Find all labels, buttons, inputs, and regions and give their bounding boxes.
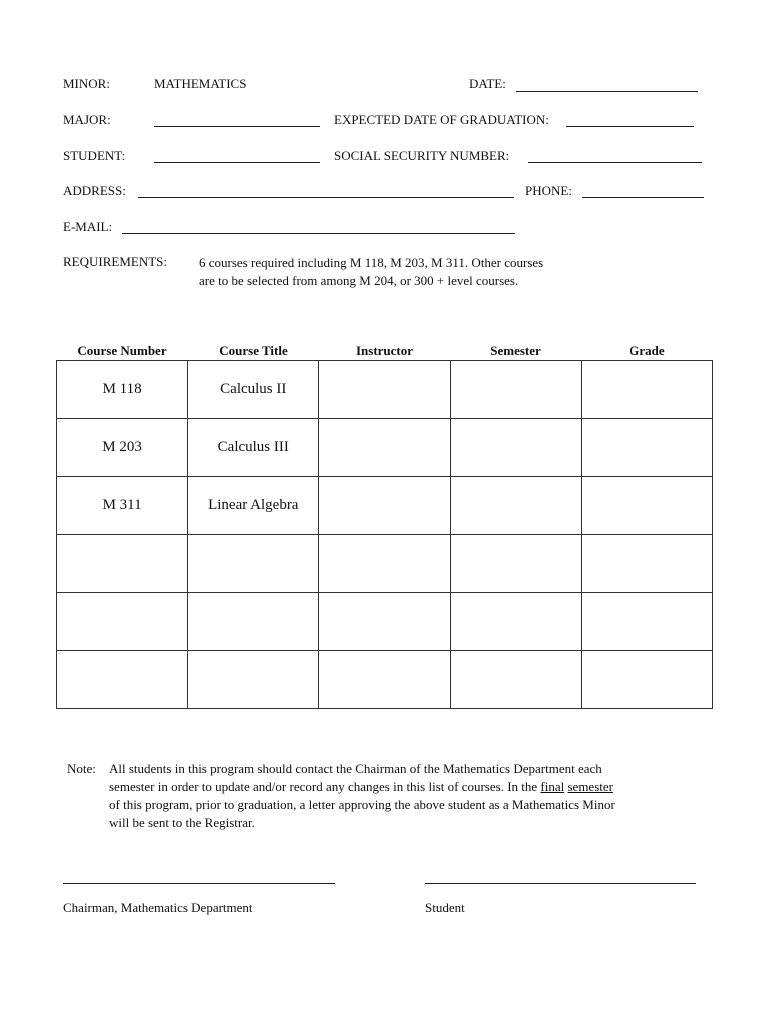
requirements-text <box>199 254 543 290</box>
major-label: MAJOR: <box>63 112 111 127</box>
requirements-line-1: 6 courses required including M 118, M 203, M 311. Other courses <box>199 255 544 270</box>
date-field[interactable] <box>516 91 698 92</box>
phone-field[interactable] <box>582 197 704 198</box>
table-row <box>57 419 713 477</box>
note-body <box>109 760 615 832</box>
table-row <box>57 593 713 651</box>
note-final-word: final <box>540 779 565 794</box>
note-label: Note: <box>67 761 96 776</box>
chairman-signature-line[interactable] <box>63 883 335 884</box>
semester-cell[interactable] <box>450 477 581 535</box>
note-line-1: All students in this program should contact the Chairman of the Mathematics Department each <box>109 761 602 776</box>
note-line-3: of this program, prior to graduation, a letter approving the above student as a Mathematics Minor <box>109 797 615 812</box>
grade-cell[interactable] <box>581 361 712 419</box>
course-title-cell: Calculus II <box>188 361 319 419</box>
course-title-cell: Calculus III <box>188 419 319 477</box>
instructor-cell[interactable] <box>319 419 450 477</box>
header-instructor: Instructor <box>355 343 414 358</box>
instructor-cell[interactable] <box>319 651 450 709</box>
note-semester-word: semester <box>567 779 613 794</box>
table-row <box>57 535 713 593</box>
email-label: E-MAIL: <box>63 219 113 234</box>
minor-value: MATHEMATICS <box>154 76 247 91</box>
requirements-line-2: are to be selected from among M 204, or 300 + level courses. <box>199 273 519 288</box>
note-line-2-text: semester in order to update and/or record any changes in this list of courses. In the <box>109 779 541 794</box>
student-label: STUDENT: <box>63 148 126 163</box>
course-title-cell: Linear Algebra <box>188 477 319 535</box>
header-course-number: Course Number <box>77 343 167 358</box>
date-label: DATE: <box>469 76 506 91</box>
instructor-cell[interactable] <box>319 593 450 651</box>
course-number-cell[interactable] <box>57 535 188 593</box>
chairman-signature-label: Chairman, Mathematics Department <box>63 900 253 915</box>
course-number-cell: M 311 <box>57 477 188 535</box>
student-signature-line[interactable] <box>425 883 696 884</box>
expected-graduation-field[interactable] <box>566 126 694 127</box>
address-field[interactable] <box>138 197 514 198</box>
phone-label: PHONE: <box>525 183 572 198</box>
course-number-cell: M 203 <box>57 419 188 477</box>
table-row <box>57 361 713 419</box>
header-semester: Semester <box>490 343 541 358</box>
grade-cell[interactable] <box>581 651 712 709</box>
table-row <box>57 477 713 535</box>
semester-cell[interactable] <box>450 535 581 593</box>
note-line-4: will be sent to the Registrar. <box>109 815 255 830</box>
ssn-field[interactable] <box>528 162 702 163</box>
course-number-cell[interactable] <box>57 593 188 651</box>
minor-label: MINOR: <box>63 76 110 91</box>
course-number-cell[interactable] <box>57 651 188 709</box>
course-title-cell[interactable] <box>188 651 319 709</box>
ssn-label: SOCIAL SECURITY NUMBER: <box>334 148 510 163</box>
major-field[interactable] <box>154 126 320 127</box>
semester-cell[interactable] <box>450 651 581 709</box>
grade-cell[interactable] <box>581 535 712 593</box>
courses-table <box>56 360 713 709</box>
instructor-cell[interactable] <box>319 477 450 535</box>
grade-cell[interactable] <box>581 477 712 535</box>
header-grade: Grade <box>629 343 665 358</box>
student-signature-label: Student <box>425 900 465 915</box>
instructor-cell[interactable] <box>319 361 450 419</box>
email-field[interactable] <box>122 233 515 234</box>
note-line-2 <box>109 778 615 796</box>
grade-cell[interactable] <box>581 593 712 651</box>
table-row <box>57 651 713 709</box>
semester-cell[interactable] <box>450 419 581 477</box>
student-field[interactable] <box>154 162 320 163</box>
header-course-title: Course Title <box>219 343 288 358</box>
instructor-cell[interactable] <box>319 535 450 593</box>
semester-cell[interactable] <box>450 361 581 419</box>
course-title-cell[interactable] <box>188 593 319 651</box>
grade-cell[interactable] <box>581 419 712 477</box>
course-number-cell: M 118 <box>57 361 188 419</box>
address-label: ADDRESS: <box>63 183 126 198</box>
course-title-cell[interactable] <box>188 535 319 593</box>
requirements-label: REQUIREMENTS: <box>63 254 167 269</box>
expected-graduation-label: EXPECTED DATE OF GRADUATION: <box>334 112 549 127</box>
semester-cell[interactable] <box>450 593 581 651</box>
